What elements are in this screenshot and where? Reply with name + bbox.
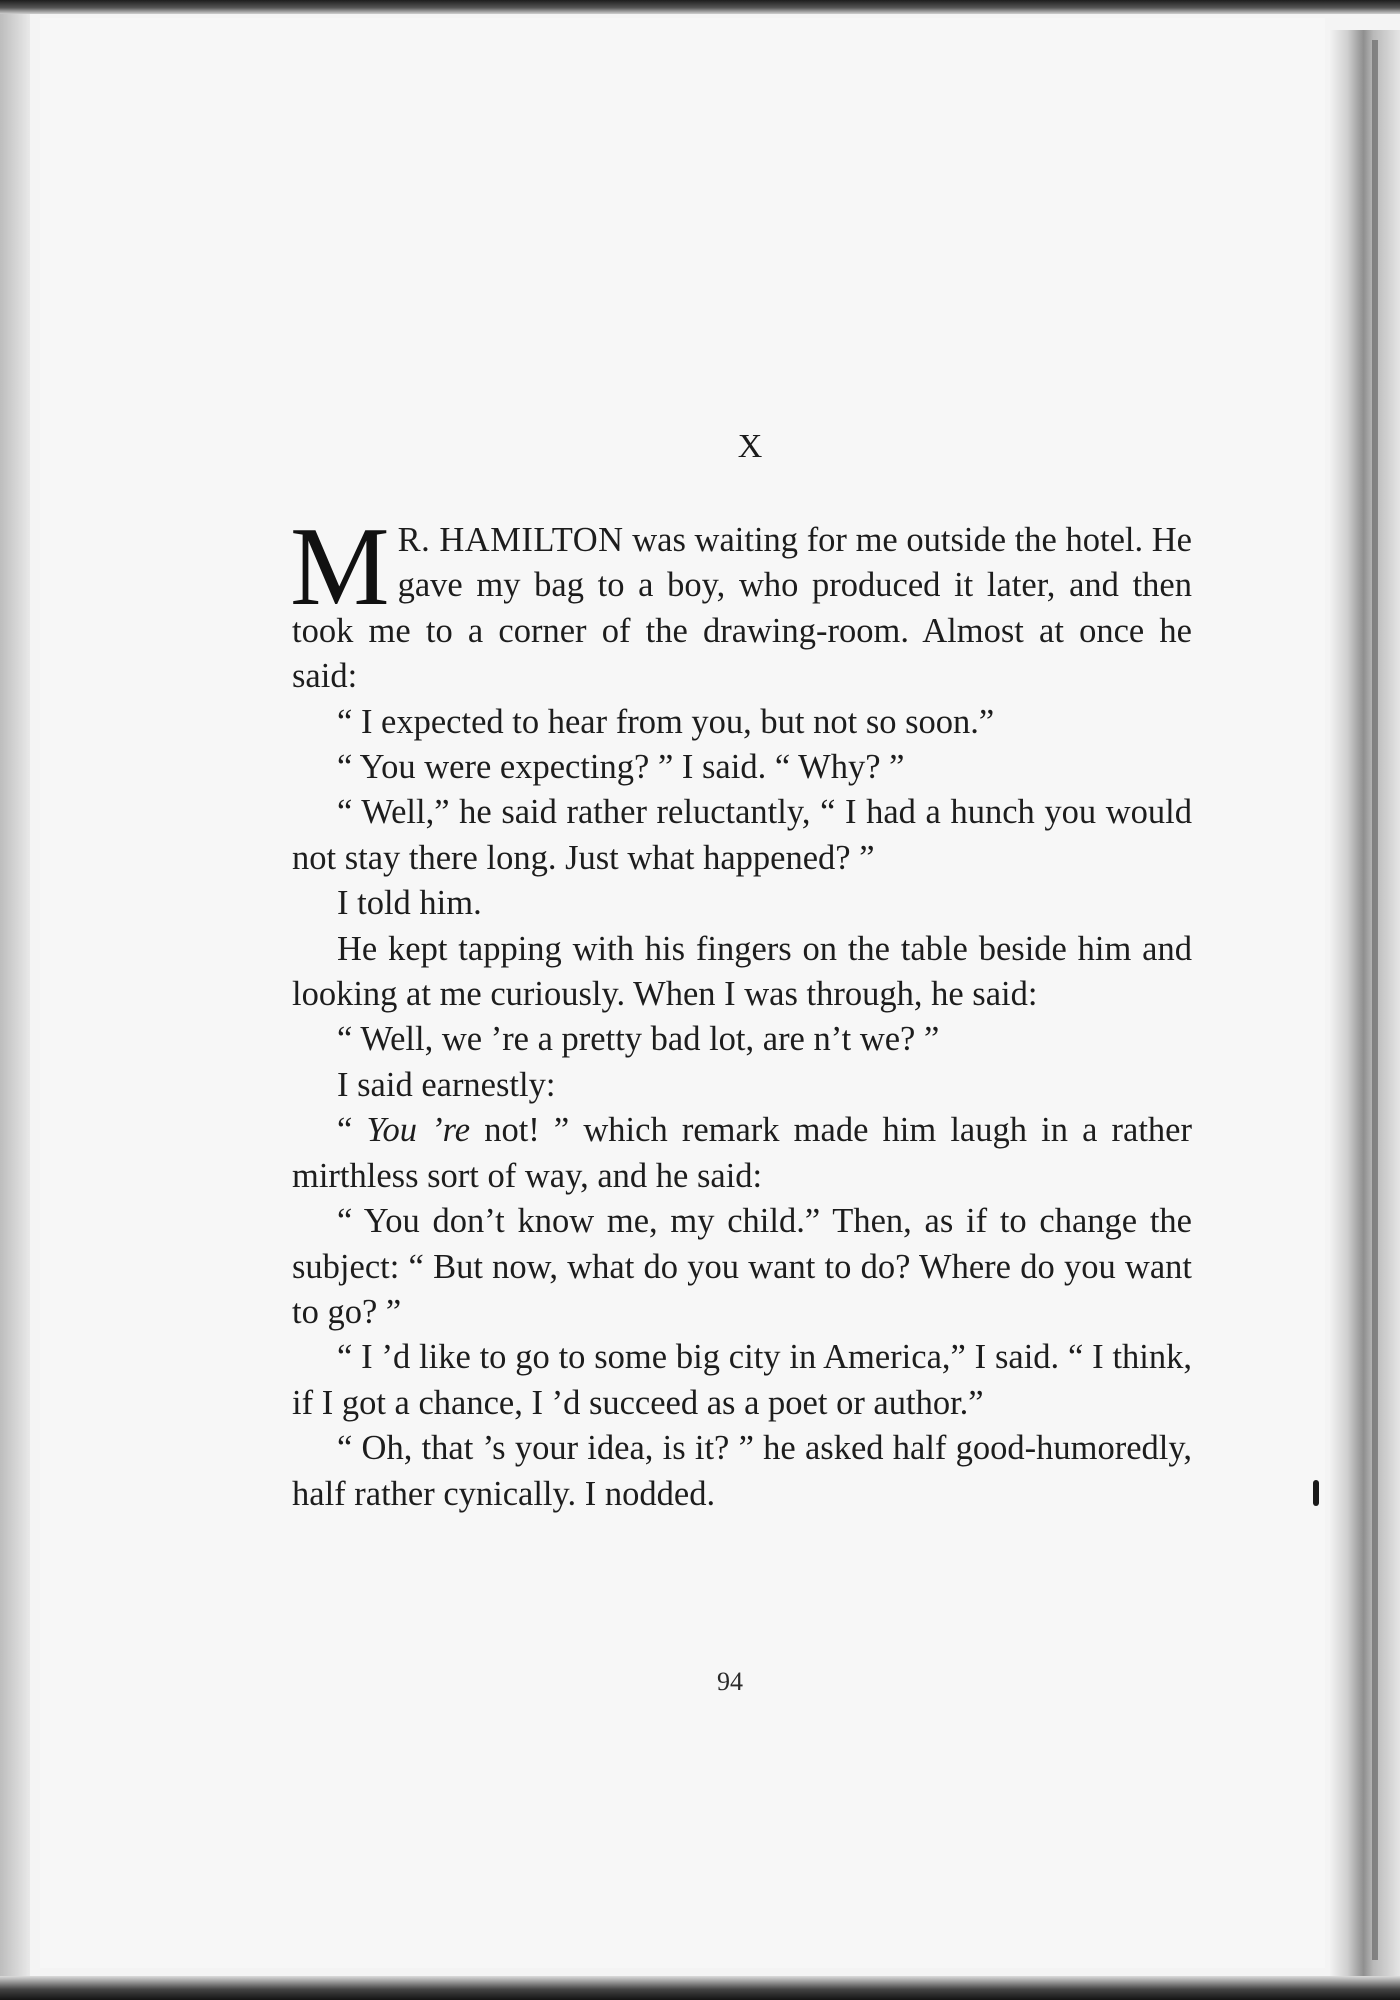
paragraph: “ Well, we ’re a pretty bad lot, are n’t we? ” xyxy=(337,1020,940,1059)
opening-text: was waiting for me outside the hotel. He gave my bag to a boy, who produced it later, and then took me to a corner of the drawing-room. Almost at once he said: xyxy=(292,521,1192,696)
paragraph: “ I expected to hear from you, but not so soon.” xyxy=(337,702,995,741)
top-scan-edge xyxy=(0,0,1400,14)
paragraph: I said earnestly: xyxy=(337,1065,556,1104)
spine-shadow xyxy=(1372,40,1378,1960)
margin-mark xyxy=(1313,1480,1319,1506)
drop-cap: M xyxy=(290,505,390,629)
bottom-scan-edge xyxy=(0,1976,1400,2000)
chapter-number: X xyxy=(737,428,763,465)
paragraph-youre xyxy=(292,1108,1192,1199)
chapter-body xyxy=(290,505,1192,1517)
paragraph: I told him. xyxy=(337,884,482,923)
paragraph: “ You were expecting? ” I said. “ Why? ” xyxy=(337,748,905,787)
page-number: 94 xyxy=(717,1667,743,1696)
opening-lead-caps: R. HAMILTON xyxy=(397,521,624,559)
paragraph: “ Oh, that ’s your idea, is it? ” he asked half good-humoredly, half rather cynically. I nodded. xyxy=(292,1429,1192,1513)
paragraph-rest: not! ” which remark made him laugh in a rather mirthless sort of way, and he said: xyxy=(292,1111,1192,1195)
book-spine-edge xyxy=(1330,30,1400,1980)
open-quote: “ xyxy=(337,1111,367,1150)
paragraph: “ Well,” he said rather reluctantly, “ I had a hunch you would not stay there long. Just what happened? ” xyxy=(292,793,1192,877)
paragraph: He kept tapping with his fingers on the table beside him and looking at me curiously. When I was through, he said: xyxy=(292,929,1192,1014)
emphasis-text: You ’re xyxy=(366,1111,471,1150)
paragraph: “ You don’t know me, my child.” Then, as if to change the subject: “ But now, what do you want to do? Where do you want to go? ” xyxy=(292,1202,1192,1331)
left-page-edge xyxy=(0,0,30,2000)
paragraph: “ I ’d like to go to some big city in America,” I said. “ I think, if I got a chance, I ’d succeed as a poet or author.” xyxy=(292,1338,1192,1422)
opening-paragraph xyxy=(290,505,1192,700)
